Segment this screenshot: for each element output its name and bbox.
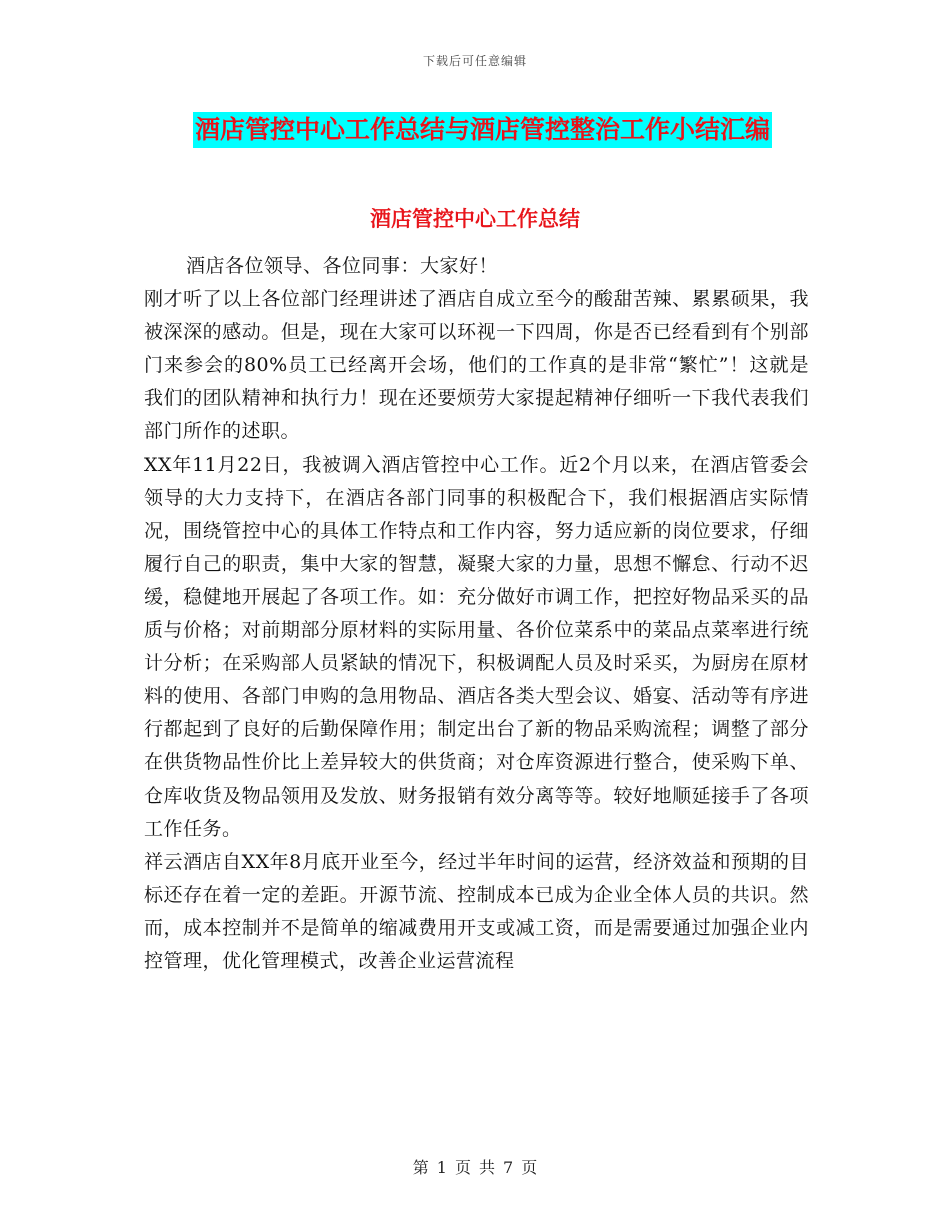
page-footer	[0, 1155, 950, 1178]
current-page-number: 1	[436, 1158, 447, 1177]
section-title: 酒店管控中心工作总结	[370, 206, 580, 231]
greeting-paragraph: 酒店各位领导、各位同事：大家好！	[186, 255, 499, 277]
main-title: 酒店管控中心工作总结与酒店管控整治工作小结汇编	[193, 112, 772, 148]
body-paragraph: XX年11月22日，我被调入酒店管控中心工作。近2个月以来，在酒店管委会领导的大力支持下，在酒店各部门同事的积极配合下，我们根据酒店实际情况，围绕管控中心的具体工作特点和工作内容，努力适应新的岗位要求，仔细履行自己的职责，集中大家的智慧，凝聚大家的力量，思想不懈怠、行动不迟缓，稳健地开展起了各项工作。如：充分做好市调工作，把控好物品采买的品质与价格；对前期部分原材料的实际用量、各价位菜系中的菜品点菜率进行统计分析；在采购部人员紧缺的情况下，积极调配人员及时采买，为厨房在原材料的使用、各部门申购的急用物品、酒店各类大型会议、婚宴、活动等有序进行都起到了良好的后勤保障作用；制定出台了新的物品采购流程；调整了部分在供货物品性价比上差异较大的供货商；对仓库资源进行整合，使采购下单、仓库收货及物品领用及发放、财务报销有效分离等等。较好地顺延接手了各项工作任务。	[144, 453, 809, 840]
footer-label-page: 第	[412, 1158, 429, 1177]
header-note: 下载后可任意编辑	[422, 54, 527, 68]
total-page-number: 7	[503, 1158, 514, 1177]
footer-label-total: 共	[479, 1158, 496, 1177]
body-paragraph: 刚才听了以上各位部门经理讲述了酒店自成立至今的酸甜苦辣、累累硕果，我被深深的感动。但是，现在大家可以环视一下四周，你是否已经看到有个别部门来参会的80%员工已经离开会场，他们的工作真的是非常“繁忙”！这就是我们的团队精神和执行力！现在还要烦劳大家提起精神仔细听一下我代表我们部门所作的述职。	[144, 288, 809, 443]
document-body	[144, 250, 809, 978]
body-paragraph: 祥云酒店自XX年8月底开业至今，经过半年时间的运营，经济效益和预期的目标还存在着一定的差距。开源节流、控制成本已成为企业全体人员的共识。然而，成本控制并不是简单的缩减费用开支或减工资，而是需要通过加强企业内控管理，优化管理模式，改善企业运营流程	[144, 850, 809, 972]
footer-label-unit2: 页	[521, 1158, 538, 1177]
footer-label-unit: 页	[454, 1158, 471, 1177]
